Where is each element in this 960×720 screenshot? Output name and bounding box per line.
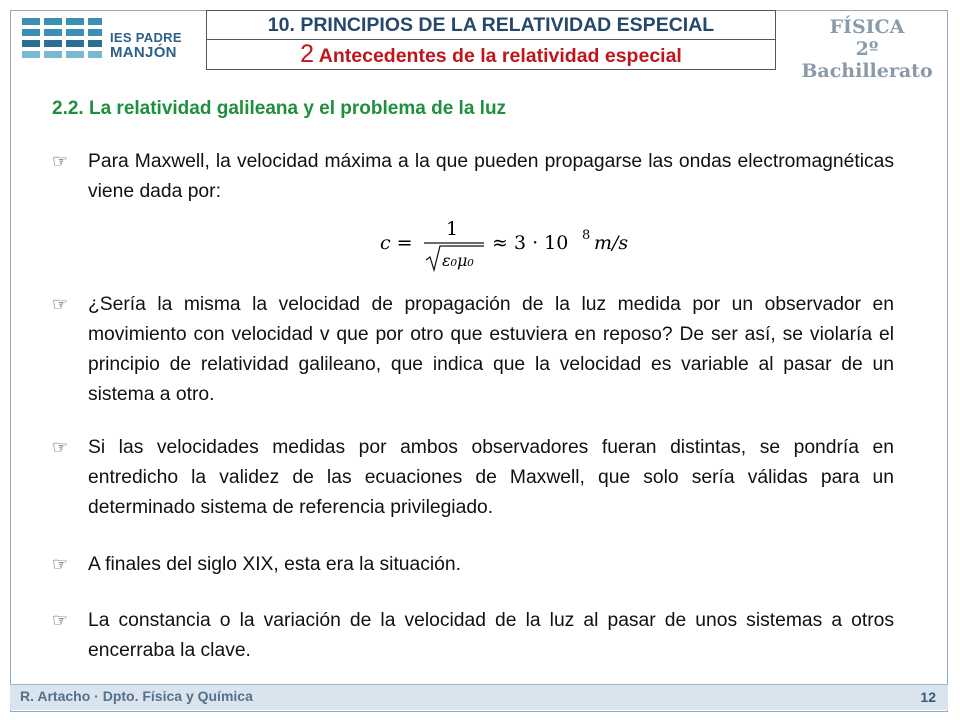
formula-denominator: ε₀μ₀	[442, 251, 474, 270]
course-badge	[792, 12, 942, 82]
bullet-text: A finales del siglo XIX, esta era la situación.	[88, 554, 461, 575]
list-item	[52, 606, 894, 666]
chapter-title	[207, 40, 775, 71]
list-item	[52, 550, 894, 580]
footer-bar	[10, 684, 948, 710]
chapter-text: Antecedentes de la relatividad especial	[318, 45, 682, 67]
unit-title: 10. PRINCIPIOS DE LA RELATIVIDAD ESPECIAL	[207, 11, 775, 40]
pointing-hand-icon: ☞	[52, 151, 69, 172]
school-logo	[18, 12, 198, 68]
formula-unit: m/s	[594, 232, 629, 254]
formula-numerator: 1	[445, 218, 459, 240]
bullet-text: Para Maxwell, la velocidad máxima a la que pueden propagarse las ondas electromagnéticas viene dada por:	[88, 151, 894, 202]
list-item	[52, 290, 894, 410]
pointing-hand-icon: ☞	[52, 554, 69, 575]
bullet-text: ¿Sería la misma la velocidad de propagación de la luz medida por un observador en movimiento con velocidad v que por otro que estuviera en reposo? De ser así, se violaría el principio de relatividad galileano, que indica que la velocidad es variable al pasar de un sistema a otro.	[88, 294, 894, 405]
list-item	[52, 147, 894, 207]
logo-text	[110, 30, 182, 60]
pointing-hand-icon: ☞	[52, 294, 69, 315]
logo-line2: MANJÓN	[110, 44, 177, 61]
footer-author: R. Artacho · Dpto. Física y Química	[20, 688, 253, 704]
chapter-number: 2	[300, 40, 315, 68]
course-label: 2º Bachillerato	[801, 38, 933, 82]
logo-line1: IES PADRE	[110, 30, 182, 45]
title-box	[206, 10, 776, 70]
bullet-text: Si las velocidades medidas por ambos observadores fueran distintas, se pondría en entredicho la validez de las ecuaciones de Maxwell, que solo sería válidas para un determinado sistema de referencia privilegiado.	[88, 437, 894, 518]
formula-rhs: ≈ 3 · 10	[492, 232, 569, 254]
section-title: 2.2. La relatividad galileana y el problema de la luz	[52, 98, 507, 119]
formula-exponent: 8	[582, 228, 591, 243]
page-number: 12	[920, 689, 936, 705]
formula-lhs: c =	[380, 232, 413, 254]
subject-label: FÍSICA	[829, 16, 905, 38]
pointing-hand-icon: ☞	[52, 610, 69, 631]
bullet-text: La constancia o la variación de la velocidad de la luz al pasar de unos sistemas a otros encerraba la clave.	[88, 610, 894, 661]
logo-grid-icon	[22, 16, 106, 66]
pointing-hand-icon: ☞	[52, 437, 69, 458]
list-item	[52, 433, 894, 523]
speed-of-light-formula	[380, 210, 640, 274]
